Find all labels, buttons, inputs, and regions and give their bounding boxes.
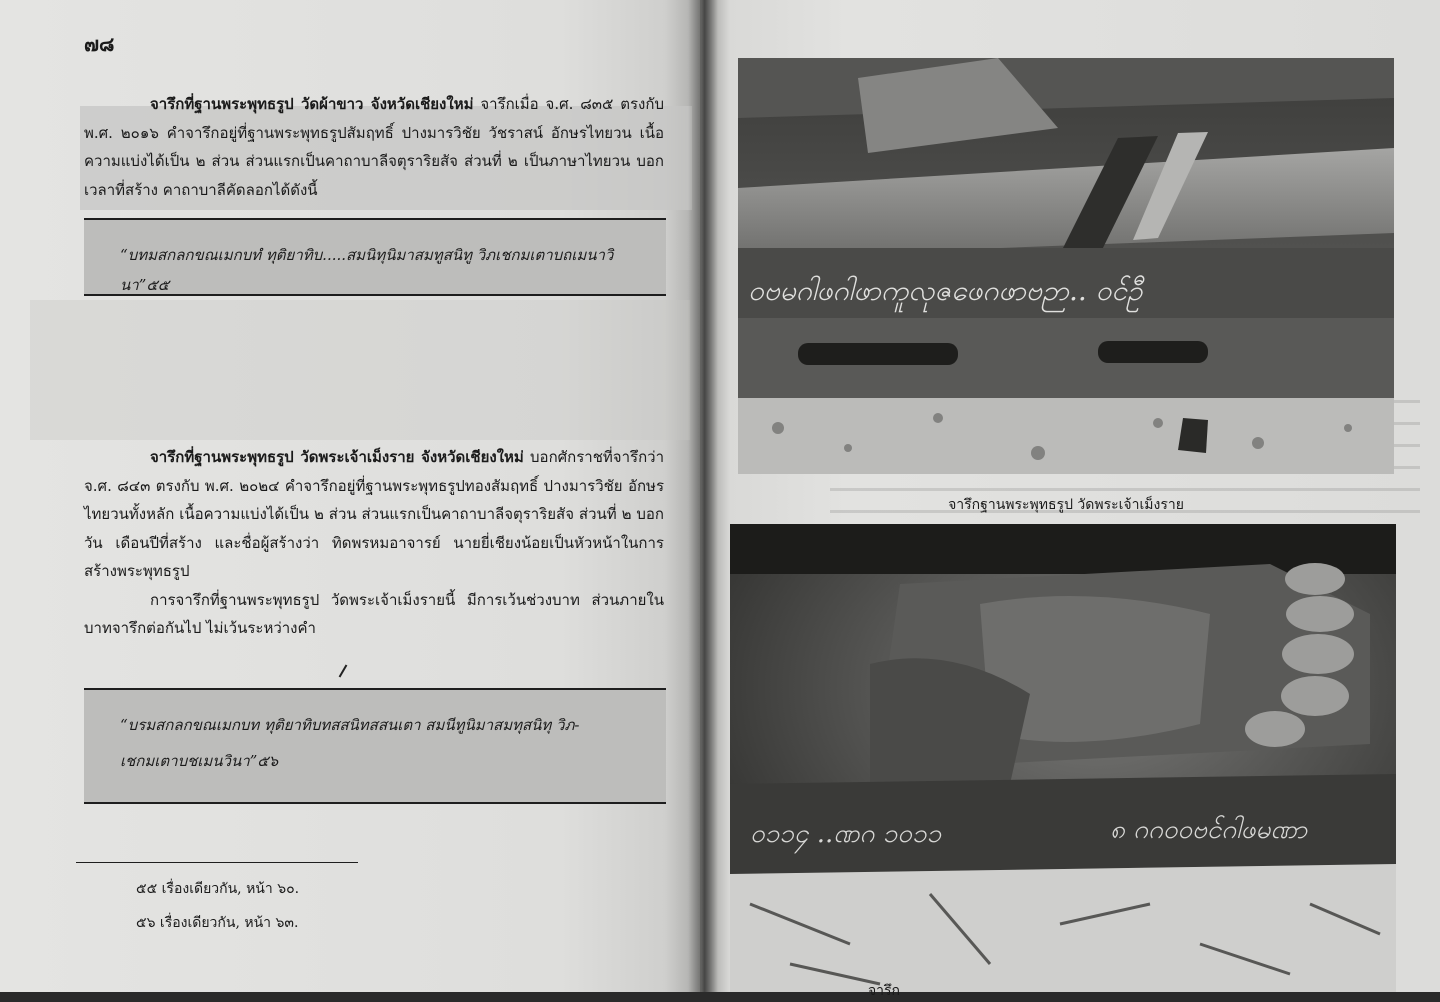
pali-quote-line: “บรมสกลกขณเมกบท ทุติยาทิบทสสนิทสสนเตา สมนีทูนิมาสมทุสนิทุ วิภ-	[120, 716, 580, 734]
inscription-photo-2	[730, 524, 1396, 992]
pali-quote-line: เชกมเตาบชเมนวินา”๕๖	[120, 752, 279, 770]
buddha-foot-photo	[730, 524, 1396, 992]
pen-mark	[339, 664, 348, 677]
pali-quote-box	[84, 218, 666, 296]
footnote-56: ๕๖ เรื่องเดียวกัน, หน้า ๖๓.	[136, 915, 299, 931]
paragraph-lead: จารึกที่ฐานพระพุทธรูป วัดผ้าขาว จังหวัดเชียงใหม่	[150, 95, 474, 113]
paragraph-spacing-note: การจารึกที่ฐานพระพุทธรูป วัดพระเจ้าเม็งรายนี้ มีการเว้นช่วงบาท ส่วนภายในบาทจารึกต่อกันไป ไม่เว้นระหว่างคำ	[84, 590, 664, 637]
left-page	[0, 0, 700, 992]
photo-inscription-right: ၈ ဂဂဝဝဗင်ဂါဖမဏာ	[1110, 815, 1308, 845]
photo-inscription-text: ဝဗမဂါဖဂါဖာကူလုဇဖေဂဖာဗဉာ.. ဝင်ဦ	[748, 274, 1143, 307]
page-number: ๗๘	[84, 32, 115, 56]
photo-2-caption-partial: จารึก	[867, 983, 900, 999]
book-gutter	[688, 0, 718, 992]
paragraph-lead: จารึกที่ฐานพระพุทธรูป วัดพระเจ้าเม็งราย จังหวัดเชียงใหม่	[150, 448, 524, 466]
paragraph-wat-pha-khao	[84, 90, 664, 204]
paragraph-body: จารึกเมื่อ จ.ศ. ๘๓๕ ตรงกับ พ.ศ. ๒๐๑๖ คำจารึกอยู่ที่ฐานพระพุทธรูปสัมฤทธิ์ ปางมารวิชัย วัชราสน์ อักษรไทยวน เนื้อความแบ่งได้เป็น ๒ ส่วน ส่วนแรกเป็นคาถาบาลีจตุราริยสัจ ส่วนที่ ๒ เป็นภาษาไทยวน บอกเวลาที่สร้าง คาถาบาลีคัดลอกได้ดังนี้	[84, 95, 664, 199]
pali-quote-box-2	[84, 688, 666, 804]
photo-1-caption: จารึกฐานพระพุทธรูป วัดพระเจ้าเม็งราย	[948, 497, 1184, 513]
footnote-55: ๕๕ เรื่องเดียวกัน, หน้า ๖๐.	[136, 881, 300, 897]
paragraph-wat-phra-chao-mengrai	[84, 443, 664, 643]
paper-shadow-band	[30, 300, 690, 440]
stone-base-photo	[738, 58, 1394, 474]
paragraph-body: บอกศักราชที่จารึกว่า จ.ศ. ๘๔๓ ตรงกับ พ.ศ. ๒๐๒๔ คำจารึกอยู่ที่ฐานพระพุทธรูปทองสัมฤทธิ์ ปางมารวิชัย อักษรไทยวนทั้งหลัก เนื้อความแบ่งได้เป็น ๒ ส่วน ส่วนแรกเป็นคาถาบาลีจตุราริยสัจ ส่วนที่ ๒ บอกวัน เดือนปีที่สร้าง และชื่อผู้สร้างว่า ทิดพรหมอาจารย์ นายยี่เชียงน้อยเป็นหัวหน้าในการสร้างพระพุทธรูป	[84, 448, 664, 580]
photo-inscription-left: ဝ၁၁၄ ..ဏဂ ၁ဝ၁၁	[750, 819, 942, 849]
pali-quote-text: “บทมสกลกขณเมกบทํ ทุติยาทิบ.....สมนิทุนิมาสมทูสนิทู วิภเชกมเตาบถเมนาวินา”๕๕	[120, 246, 614, 294]
footnote-rule	[76, 862, 358, 863]
inscription-photo-1	[738, 58, 1394, 474]
